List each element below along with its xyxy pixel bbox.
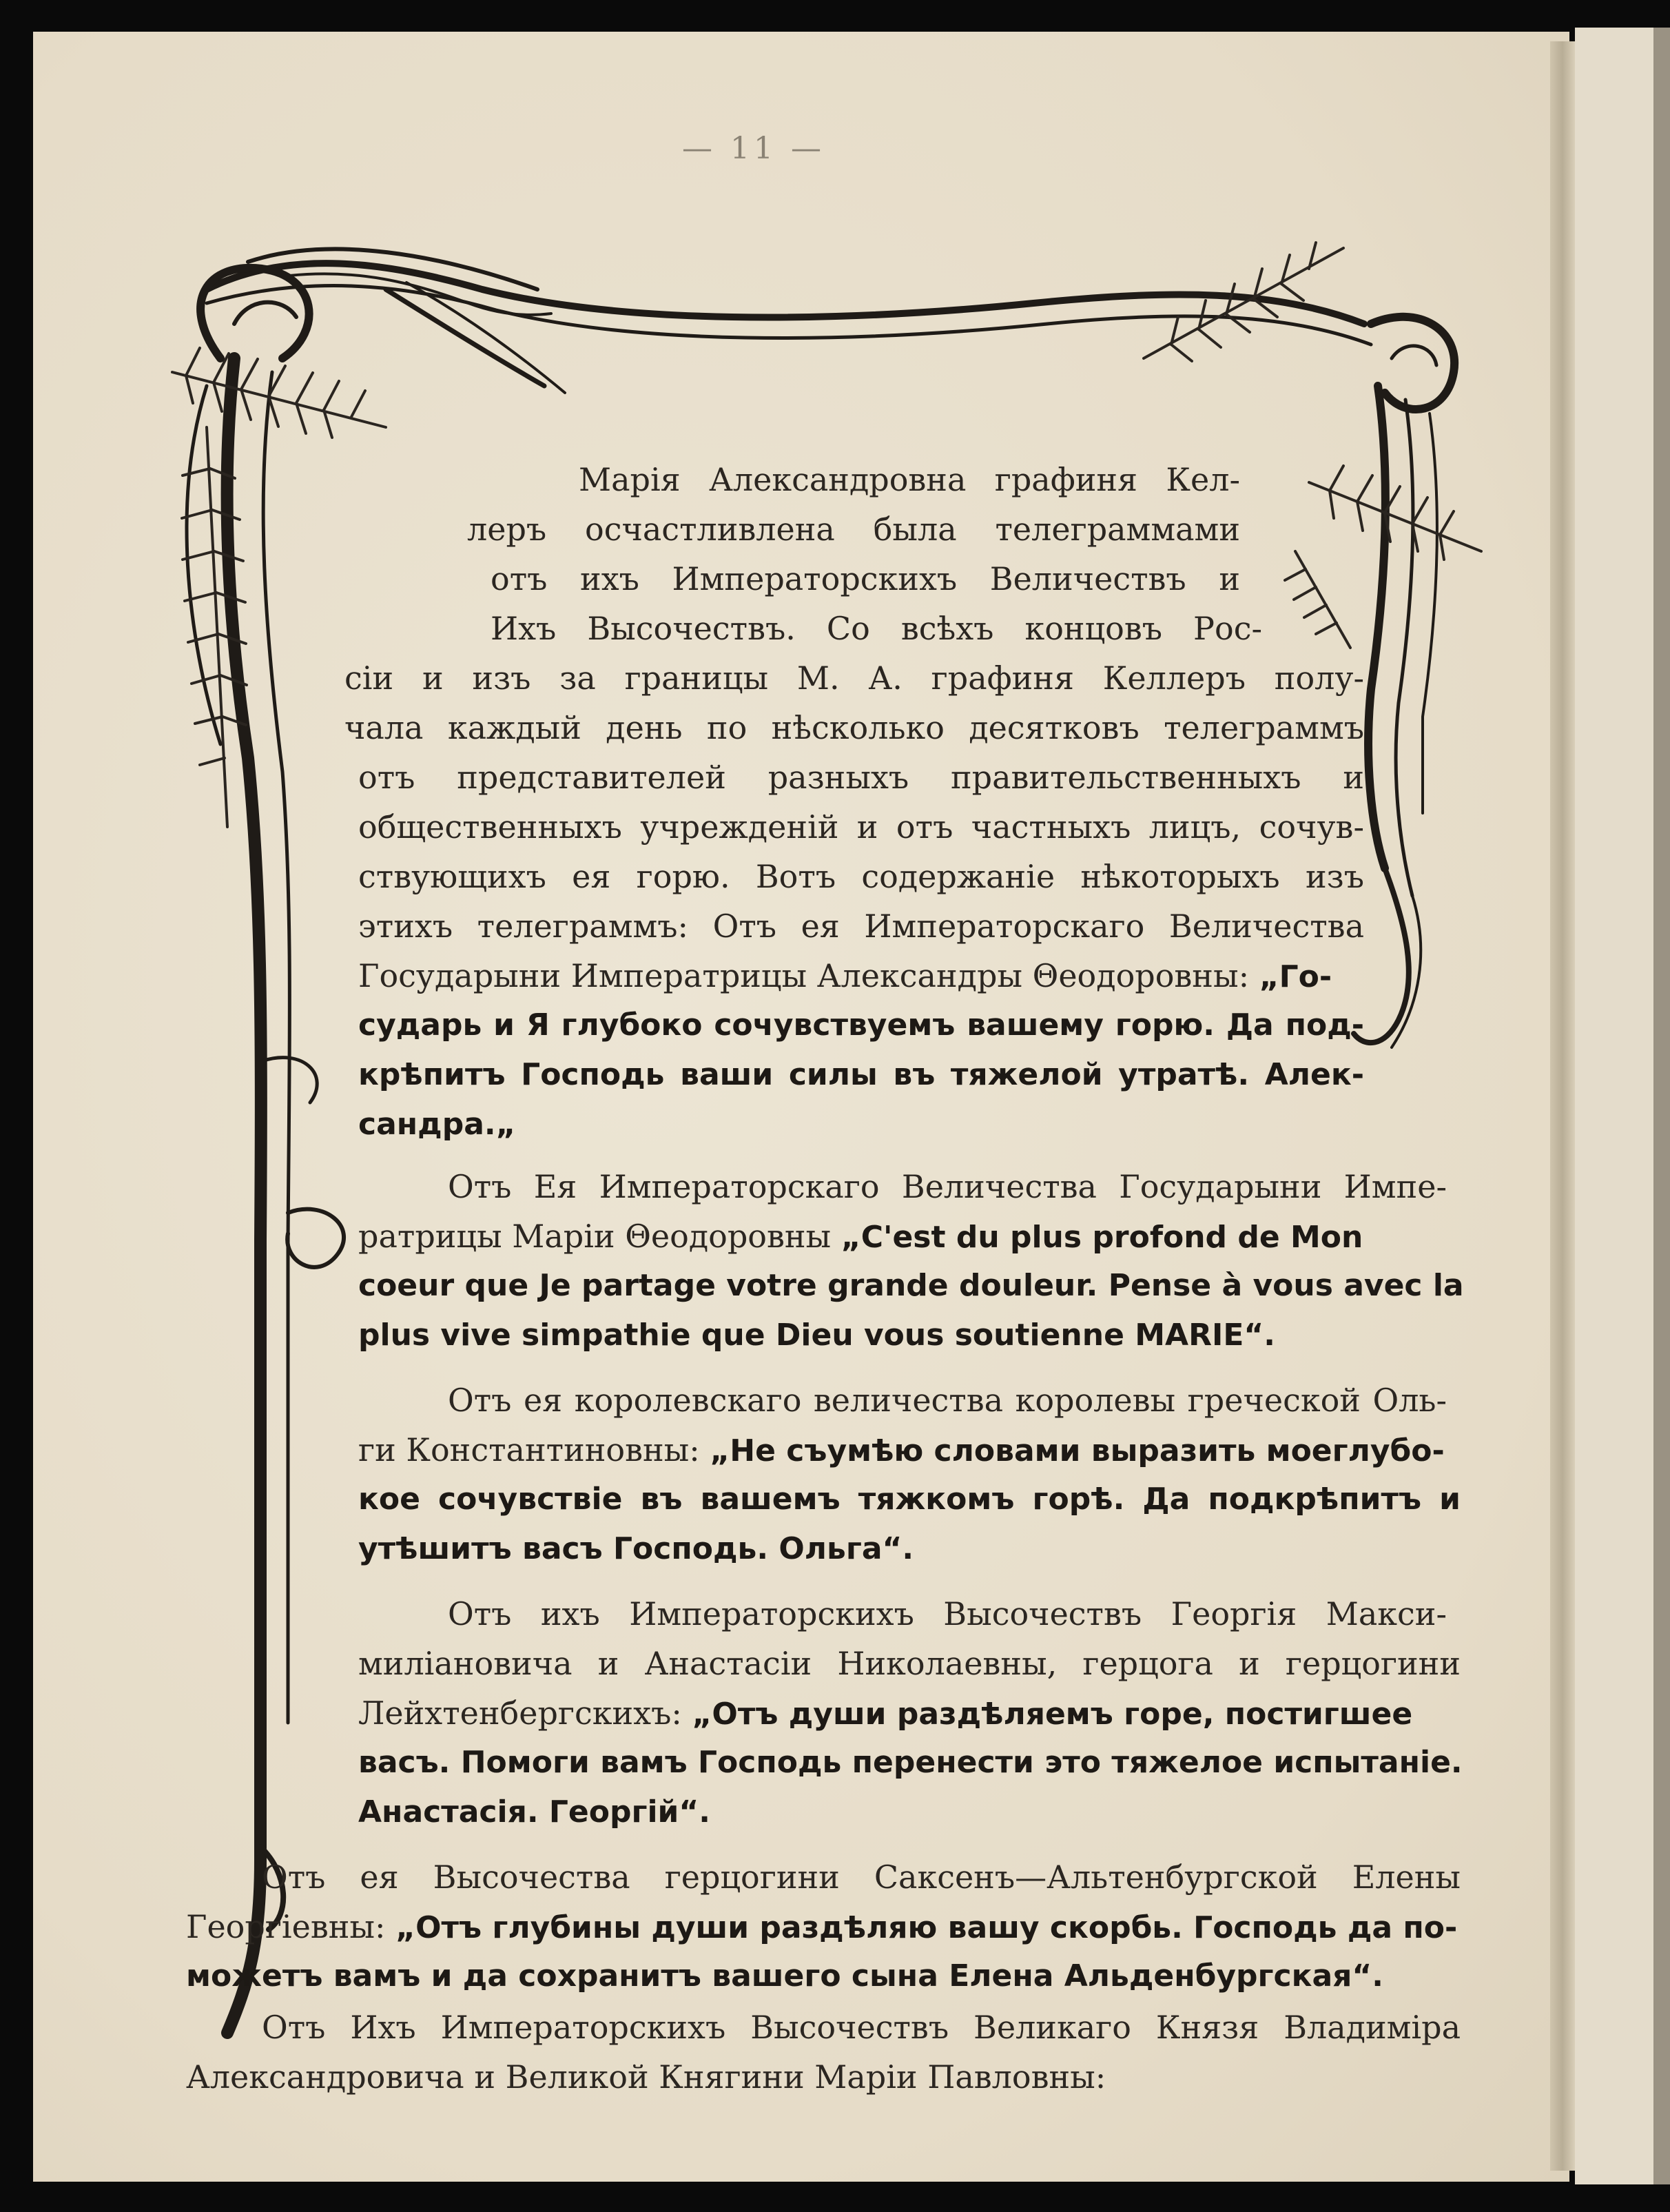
text-line (358, 951, 1364, 1002)
text-line: миліановича и Анастасіи Николаевны, герцога и герцогини (358, 1645, 1461, 1682)
text-line: этихъ телеграммъ: Отъ ея Императорскаго Величества (358, 908, 1364, 945)
text-line: ствующихъ ея горю. Вотъ содержаніе нѣкоторыхъ изъ (358, 858, 1364, 895)
quote-span: „Не съумѣю словами выразить моеглубо- (710, 1433, 1445, 1468)
quote-span: „C'est du plus profond de Mon (841, 1220, 1363, 1255)
text-line: отъ представителей разныхъ правительственныхъ и (358, 759, 1364, 796)
text-span: ратрицы Маріи Θеодоровны (358, 1218, 841, 1255)
text-span: Георгіевны: (186, 1908, 396, 1945)
text-line: Ихъ Высочествъ. Со всѣхъ концовъ Рос- (491, 610, 1262, 647)
text-line: Отъ ихъ Императорскихъ Высочествъ Георгія Макси- (448, 1595, 1447, 1632)
text-line (358, 1688, 1461, 1739)
text-line: чала каждый день по нѣсколько десятковъ телеграммъ (344, 709, 1364, 746)
text-line: отъ ихъ Императорскихъ Величествъ и (491, 560, 1240, 597)
quote-line: сударь и Я глубоко сочувствуемъ вашему горю. Да под- (358, 1007, 1364, 1043)
quote-span: „Отъ души раздѣляемъ горе, постигшее (692, 1697, 1413, 1732)
text-line: сіи и изъ за границы М. А. графиня Келлеръ полу- (344, 659, 1364, 697)
text-line: Александровича и Великой Княгини Маріи Павловны: (186, 2058, 1106, 2096)
text-line: Марія Александровна графиня Кел- (579, 461, 1240, 498)
quote-line: coeur que Je partage votre grande douleur. Pense à vous avec la (358, 1268, 1464, 1303)
adjacent-page-shadow (1653, 28, 1670, 2184)
quote-line: plus vive simpathie que Dieu vous soutienne MARIE“. (358, 1318, 1276, 1353)
text-line: Отъ ея королевскаго величества королевы греческой Оль- (448, 1382, 1447, 1419)
text-line (186, 1902, 1461, 1953)
page-number: — 11 — (682, 131, 825, 166)
text-line: Отъ ея Высочества герцогини Саксенъ—Альтенбургской Елены (262, 1858, 1461, 1896)
text-line: Отъ Ихъ Императорскихъ Высочествъ Великаго Князя Владиміра (262, 2009, 1461, 2046)
text-line (358, 1211, 1447, 1262)
quote-line: утѣшитъ васъ Господь. Ольга“. (358, 1531, 914, 1566)
text-span: Лейхтенбергскихъ: (358, 1694, 692, 1732)
text-line: леръ осчастливлена была телеграммами (467, 511, 1240, 548)
quote-line: васъ. Помоги вамъ Господь перенести это тяжелое испытаніе. (358, 1745, 1463, 1780)
text-span: ги Константиновны: (358, 1431, 710, 1468)
text-line: общественныхъ учрежденій и отъ частныхъ лицъ, сочув- (358, 808, 1364, 846)
quote-span: „Отъ глубины души раздѣляю вашу скорбь. Господь да по- (395, 1910, 1458, 1945)
quote-line: кое сочувствіе въ вашемъ тяжкомъ горѣ. Да подкрѣпитъ и (358, 1482, 1461, 1517)
text-line (358, 1425, 1461, 1476)
book-gutter (1550, 41, 1575, 2171)
text-line: Отъ Ея Императорскаго Величества Государыни Импе- (448, 1168, 1447, 1205)
quote-line: сандра.„ (358, 1107, 516, 1142)
quote-line: можетъ вамъ и да сохранитъ вашего сына Елена Альденбургская“. (186, 1958, 1384, 1994)
quote-line: крѣпитъ Господь ваши силы въ тяжелой утратѣ. Алек- (358, 1057, 1364, 1092)
quote-line: Анастасія. Георгій“. (358, 1794, 711, 1830)
text-span: Государыни Императрицы Александры Θеодоровны: (358, 957, 1259, 994)
quote-span: „Го- (1259, 959, 1332, 994)
